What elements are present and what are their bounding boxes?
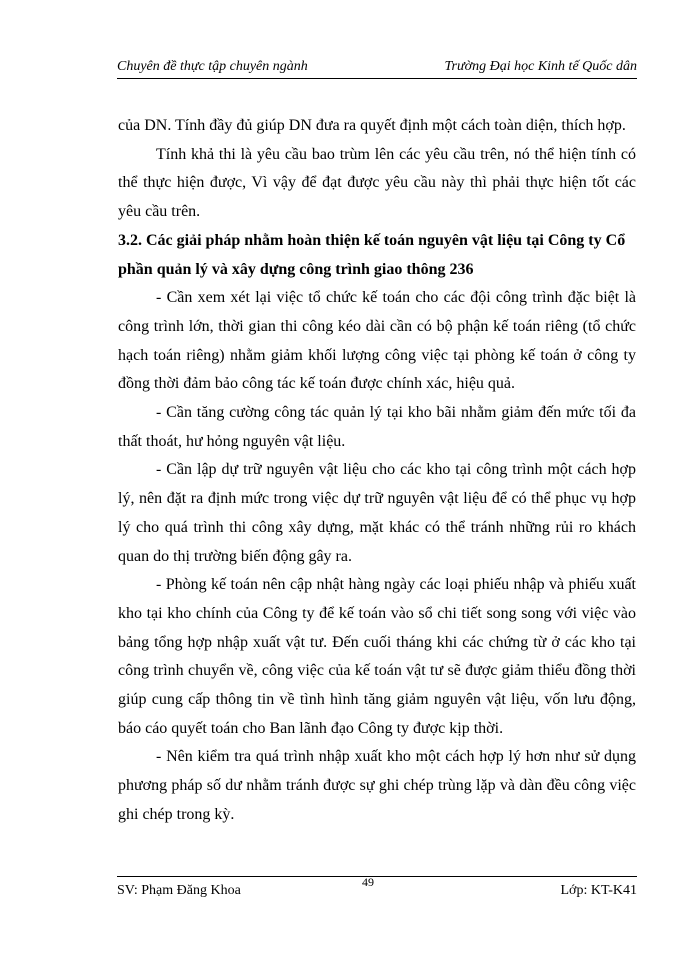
paragraph-solution-3: - Cần lập dự trữ nguyên vật liệu cho các kho tại công trình một cách hợp lý, nên đặt ra định mức trong việc dự trữ nguyên vật liệu để có thể phục vụ hợp lý cho quá trình thi công xây dựng, mặt khác có thể tránh những rủi ro khách quan do thị trường biến động gây ra. [118, 461, 636, 565]
footer-student-name: SV: Phạm Đăng Khoa [117, 883, 241, 898]
paragraph-completeness-end: của DN. Tính đầy đủ giúp DN đưa ra quyết định một cách toàn diện, thích hợp. [118, 117, 626, 134]
section-heading-3-2: 3.2. Các giải pháp nhằm hoàn thiện kế toán nguyên vật liệu tại Công ty Cổ phần quản lý và xây dựng công trình giao thông 236 [118, 231, 626, 278]
paragraph-solution-5: - Nên kiểm tra quá trình nhập xuất kho một cách hợp lý hơn như sử dụng phương pháp số dư nhằm tránh được sự ghi chép trùng lặp và dàn đều công việc ghi chép trong kỳ. [118, 748, 636, 823]
page-header [117, 58, 637, 79]
paragraph-solution-2: - Cần tăng cường công tác quản lý tại kho bãi nhằm giảm đến mức tối đa thất thoát, hư hỏng nguyên vật liệu. [118, 404, 636, 450]
header-university: Trường Đại học Kinh tế Quốc dân [444, 59, 637, 74]
page-body [118, 112, 636, 830]
paragraph-solution-1: - Cần xem xét lại việc tổ chức kế toán cho các đội công trình đặc biệt là công trình lớn, thời gian thi công kéo dài cần có bộ phận kế toán riêng (tổ chức hạch toán riêng) nhằm giảm khối lượng công việc tại phòng kế toán ở công ty đồng thời đảm bảo công tác kế toán được chính xác, hiệu quả. [118, 289, 636, 393]
paragraph-solution-4: - Phòng kế toán nên cập nhật hàng ngày các loại phiếu nhập và phiếu xuất kho tại kho chính của Công ty để kế toán vào sổ chi tiết song song với việc vào bảng tổng hợp nhập xuất vật tư. Đến cuối tháng khi các chứng từ ở các kho tại công trình chuyển về, công việc của kế toán vật tư sẽ được giảm thiểu đồng thời giúp cung cấp thông tin về tình hình tăng giảm nguyên vật liệu, vốn lưu động, báo cáo quyết toán cho Ban lãnh đạo Công ty được kịp thời. [118, 576, 636, 737]
paragraph-feasibility: Tính khả thi là yêu cầu bao trùm lên các yêu cầu trên, nó thể hiện tính có thể thực hiện được, Vì vậy để đạt được yêu cầu này thì phải thực hiện tốt các yêu cầu trên. [118, 145, 636, 221]
page-number: 49 [362, 875, 374, 889]
footer-class: Lớp: KT-K41 [560, 883, 637, 898]
header-course-title: Chuyên đề thực tập chuyên ngành [117, 59, 308, 74]
page-footer [117, 876, 637, 903]
